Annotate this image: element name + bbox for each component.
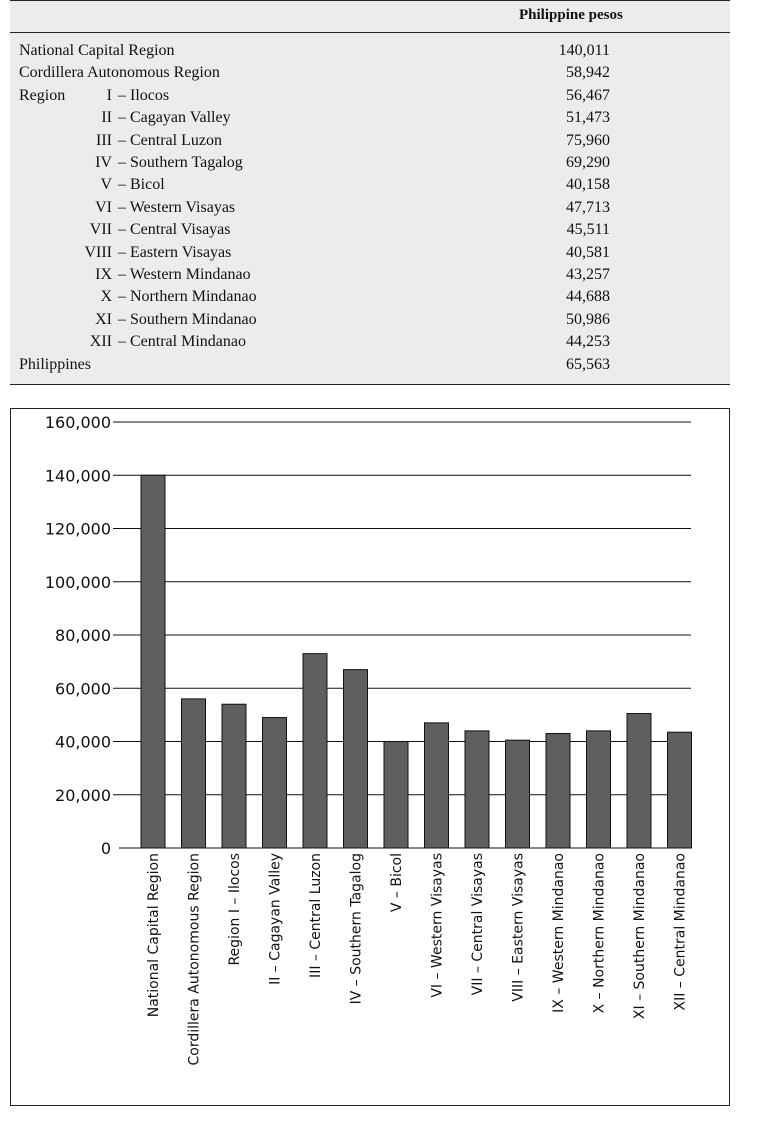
region-numeral: XII: [89, 333, 112, 351]
bar: [627, 714, 651, 848]
income-value: 40,158: [566, 176, 610, 194]
table-row: [10, 354, 730, 376]
income-table: [10, 0, 730, 385]
x-tick-label: Region I – Ilocos: [227, 853, 243, 966]
income-value: 47,713: [566, 198, 610, 216]
region-numeral: X: [100, 288, 112, 306]
x-tick-label: Cordillera Autonomous Region: [186, 853, 203, 1066]
x-tick-label: VI – Western Visayas: [429, 853, 446, 998]
income-value: 43,257: [566, 266, 610, 283]
region-name: – Southern Tagalog: [118, 154, 243, 171]
income-value: 56,467: [566, 86, 610, 104]
region-name-text: Central Mindanao: [130, 333, 246, 351]
table-row: [10, 286, 730, 308]
region-name: – Bicol: [118, 176, 165, 194]
x-tick-label: VIII – Eastern Visayas: [510, 853, 527, 1002]
bar: [465, 731, 489, 848]
income-value: 58,942: [566, 64, 610, 82]
y-tick-label: 60,000: [55, 679, 111, 699]
region-numeral: IV: [95, 154, 112, 171]
region-name-text: Southern Mindanao: [130, 310, 257, 328]
region-numeral: VI: [95, 198, 112, 216]
x-tick-label: X – Northern Mindanao: [591, 853, 608, 1014]
region-numeral: VII: [89, 221, 112, 239]
x-tick-label: III – Central Luzon: [308, 853, 324, 978]
region-numeral: II: [101, 109, 112, 127]
income-value: 75,960: [566, 131, 610, 149]
y-tick-label: 100,000: [44, 572, 111, 592]
income-value: 40,581: [566, 243, 610, 261]
table-row: [10, 130, 730, 152]
region-name-text: Eastern Visayas: [130, 243, 232, 261]
region-name-text: Cagayan Valley: [130, 109, 231, 127]
region-name: Philippines: [19, 355, 92, 373]
region-numeral: XI: [95, 310, 112, 328]
region-name-text: Southern Tagalog: [130, 154, 243, 171]
bar: [425, 723, 449, 848]
table-row: [10, 242, 730, 264]
income-value: 140,011: [558, 42, 610, 59]
income-value: 45,511: [566, 221, 610, 239]
table-row: [10, 152, 730, 174]
table-row: [10, 331, 730, 353]
region-numeral: III: [96, 131, 112, 149]
table-header: [10, 1, 730, 33]
y-tick-label: 40,000: [55, 732, 111, 752]
income-value: 44,253: [566, 333, 610, 351]
table-row: [10, 107, 730, 129]
y-tick-label: 140,000: [44, 466, 111, 486]
bar: [668, 732, 692, 848]
region-name: – Central Mindanao: [118, 333, 246, 351]
bar: [303, 654, 327, 848]
x-tick-label: XII – Central Mindanao: [672, 853, 689, 1011]
bar: [182, 699, 206, 848]
income-value: 50,986: [566, 310, 610, 328]
region-name: National Capital Region: [19, 42, 175, 59]
x-tick-label: V – Bicol: [389, 853, 405, 913]
region-name: – Western Visayas: [118, 198, 236, 216]
region-name-text: Ilocos: [130, 86, 170, 104]
table-row: [10, 264, 730, 286]
bar: [141, 475, 165, 848]
region-name-text: Northern Mindanao: [130, 288, 257, 306]
income-value: 51,473: [566, 109, 610, 127]
region-name-text: Central Visayas: [130, 221, 231, 239]
bar: [587, 731, 611, 848]
region-name: – Northern Mindanao: [118, 288, 257, 306]
bar: [222, 704, 246, 848]
table-row: [10, 85, 730, 107]
region-numeral: I: [106, 86, 112, 104]
region-name-text: Western Visayas: [129, 198, 236, 216]
table-row: [10, 219, 730, 241]
region-name-text: Central Luzon: [130, 131, 222, 149]
income-value: 44,688: [566, 288, 610, 306]
bar-chart-svg: [11, 409, 729, 1105]
y-tick-label: 80,000: [55, 626, 111, 645]
table-row: [10, 309, 730, 331]
bar: [546, 734, 570, 848]
y-tick-label: 20,000: [55, 785, 111, 805]
income-value: 69,290: [566, 154, 610, 171]
x-tick-label: National Capital Region: [146, 853, 162, 1018]
table-row: [10, 62, 730, 84]
x-tick-label: XI – Southern Mindanao: [632, 853, 648, 1020]
bar: [263, 718, 287, 848]
income-value: 65,563: [566, 355, 610, 373]
y-tick-label: 0: [100, 839, 111, 858]
region-name: – Eastern Visayas: [118, 243, 232, 261]
x-tick-label: IV – Southern Tagalog: [348, 853, 365, 1005]
region-name: – Central Luzon: [118, 131, 222, 149]
region-numeral: V: [100, 176, 112, 194]
column-header: Philippine pesos: [519, 7, 623, 23]
table-row: [10, 174, 730, 196]
region-name-text: Western Mindanao: [129, 266, 251, 283]
region-name: – Western Mindanao: [118, 266, 251, 283]
region-numeral: IX: [95, 266, 112, 283]
table-row: [10, 40, 730, 62]
x-tick-label: IX – Western Mindanao: [551, 853, 567, 1013]
x-tick-label: II – Cagayan Valley: [267, 853, 284, 985]
region-name-text: Bicol: [130, 176, 165, 194]
y-tick-label: 120,000: [44, 519, 111, 539]
bar: [344, 670, 368, 848]
region-name: – Ilocos: [118, 86, 170, 104]
bar: [506, 740, 530, 848]
bar-chart: [10, 408, 730, 1106]
region-name: – Central Visayas: [118, 221, 231, 239]
region-name: – Cagayan Valley: [118, 109, 231, 127]
region-name: Cordillera Autonomous Region: [19, 64, 220, 82]
region-prefix: Region: [19, 86, 66, 104]
table-row: [10, 197, 730, 219]
region-name: – Southern Mindanao: [118, 310, 257, 328]
y-tick-label: 160,000: [44, 413, 111, 432]
region-numeral: VIII: [84, 243, 112, 261]
x-tick-label: VII – Central Visayas: [470, 853, 486, 996]
bar: [384, 742, 408, 849]
